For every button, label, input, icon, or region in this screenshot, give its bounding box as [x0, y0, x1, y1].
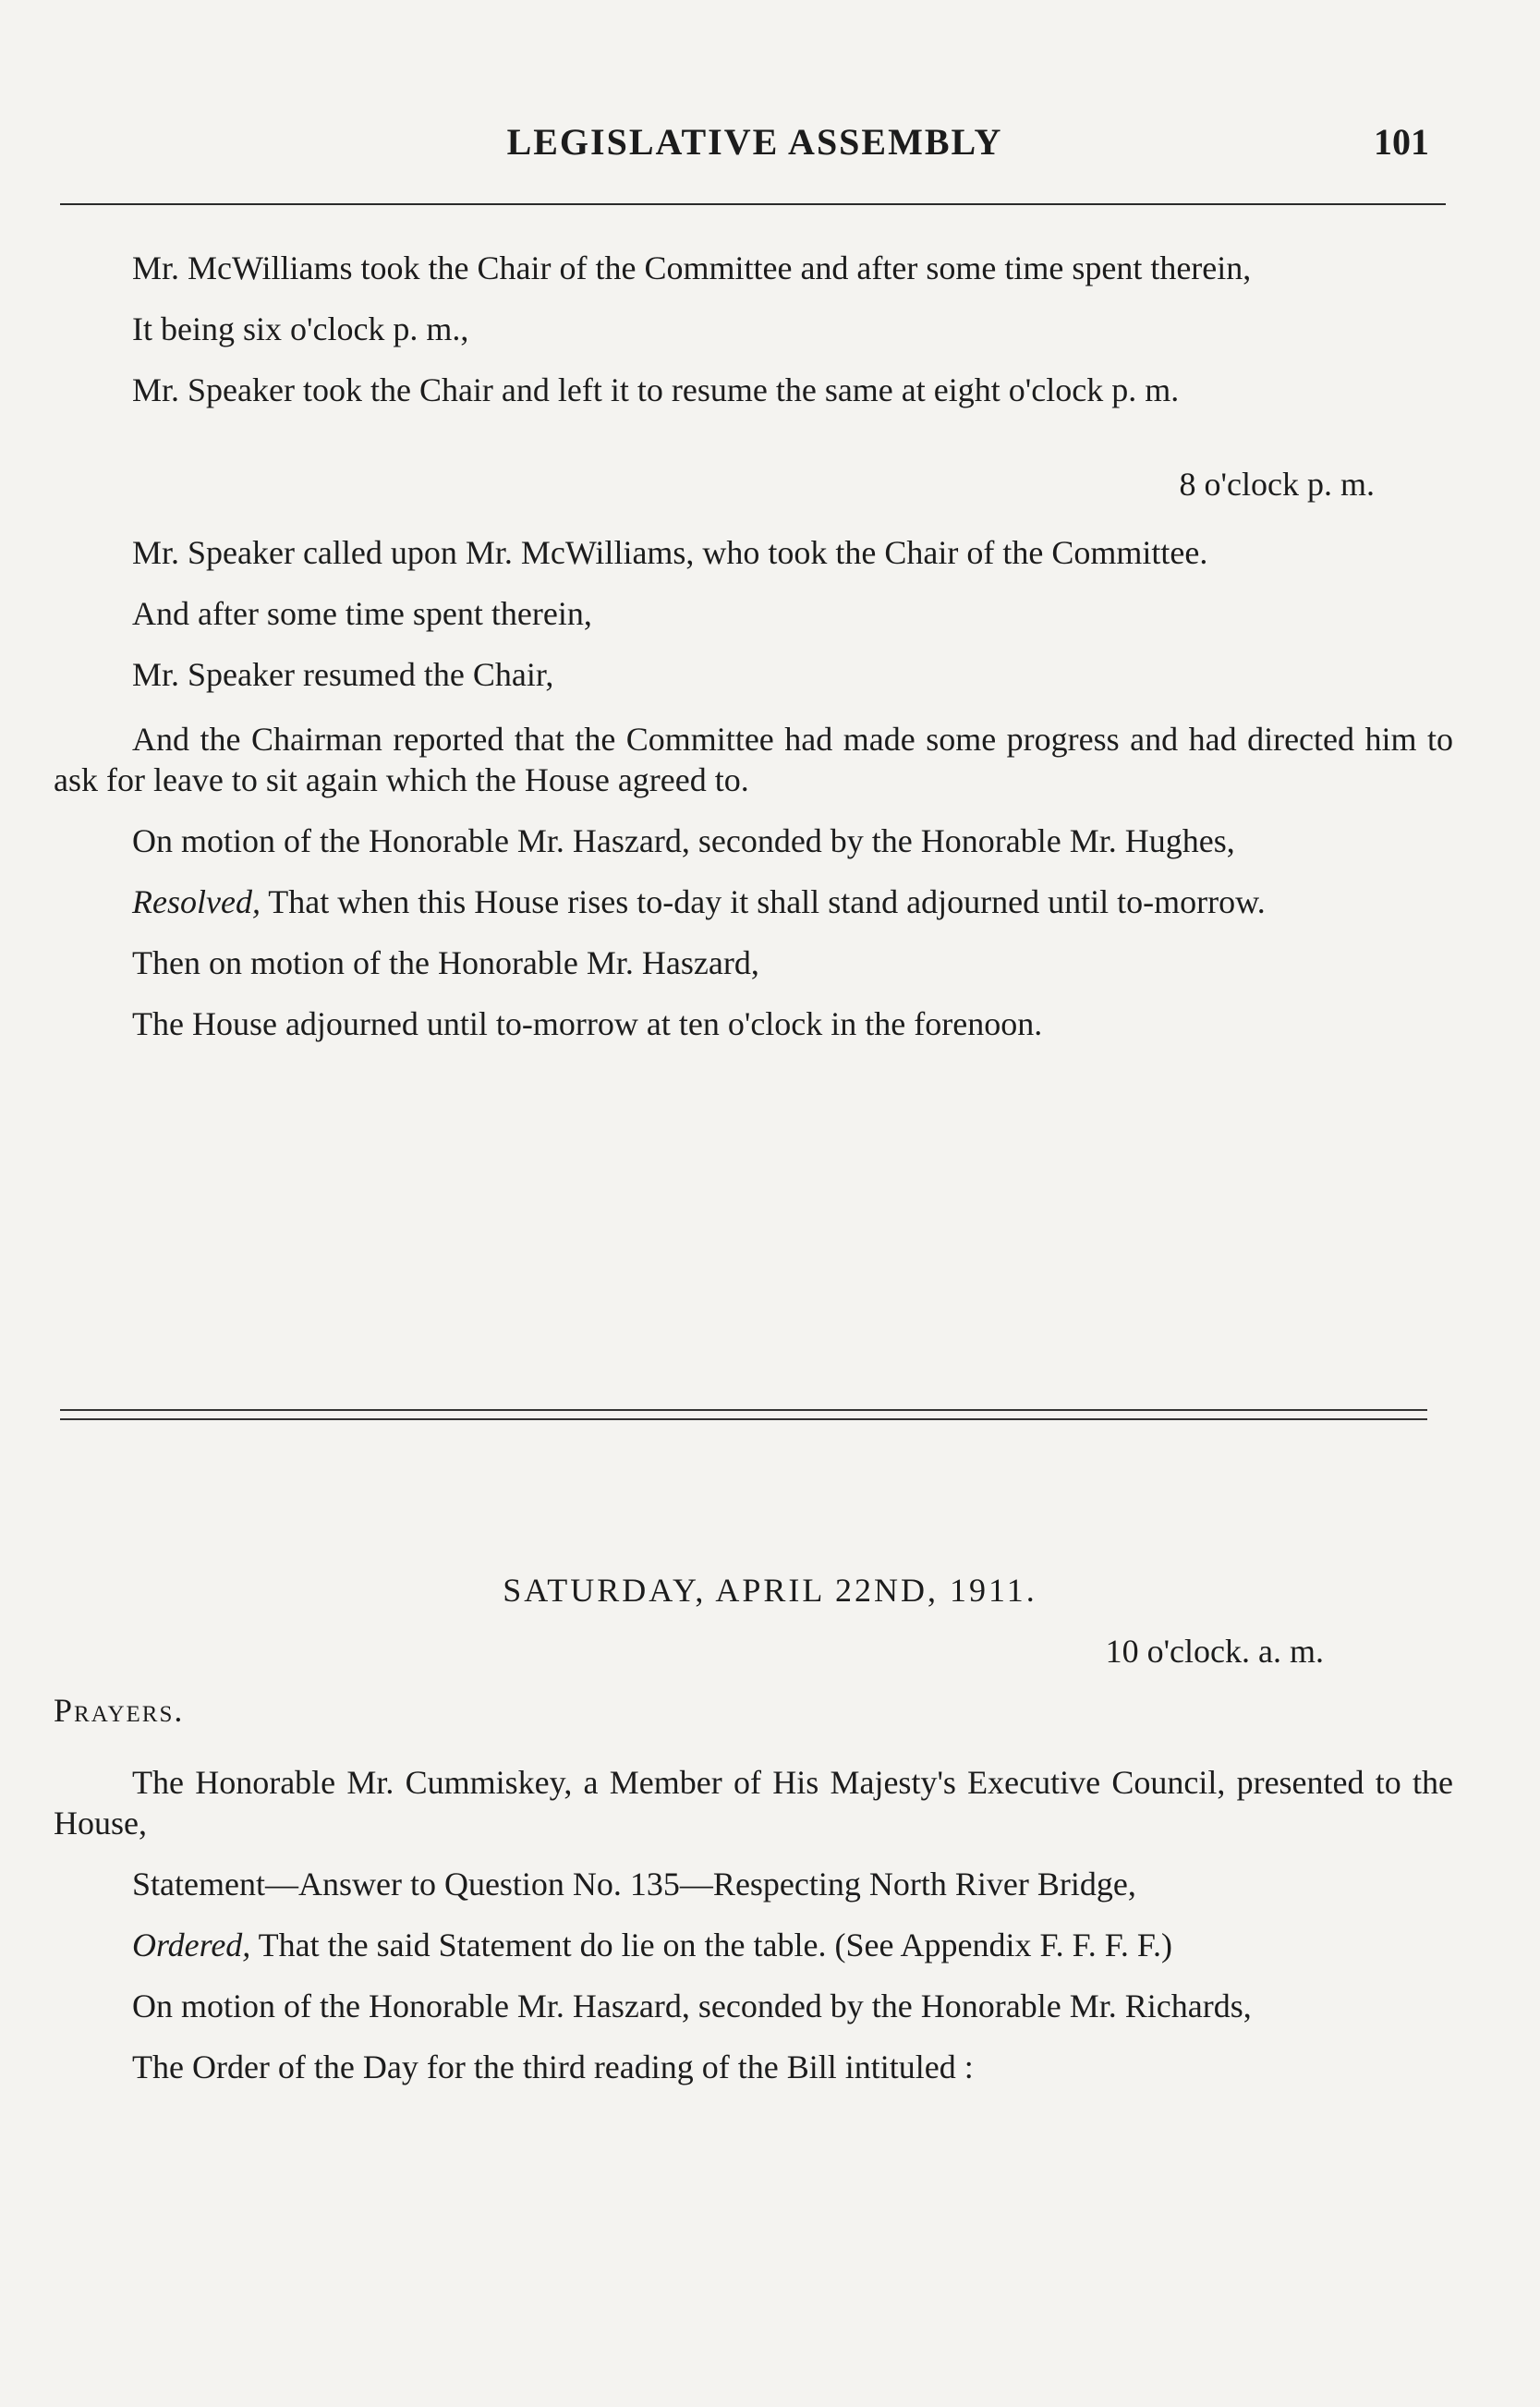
page-title: LEGISLATIVE ASSEMBLY — [506, 121, 1003, 163]
paragraph: The House adjourned until to-morrow at ten o'clock in the forenoon. — [132, 1005, 1043, 1042]
date-heading: SATURDAY, APRIL 22ND, 1911. — [503, 1572, 1037, 1609]
paragraph: Mr. Speaker called upon Mr. McWilliams, who took the Chair of the Committee. — [132, 534, 1208, 571]
time-stamp: 10 o'clock. a. m. — [1105, 1633, 1324, 1670]
paragraph: On motion of the Honorable Mr. Haszard, seconded by the Honorable Mr. Hughes, — [132, 822, 1235, 859]
paragraph: And the Chairman reported that the Committee had made some progress and had directed him to ask for leave to sit again which the House agreed to. — [54, 721, 1453, 798]
page-number: 101 — [1374, 121, 1429, 163]
order-paragraph — [54, 1925, 1453, 1965]
resolution-text: That when this House rises to-day it shall stand adjourned until to-morrow. — [260, 883, 1266, 920]
time-stamp: 8 o'clock p. m. — [1179, 466, 1375, 503]
resolved-label: Resolved, — [132, 883, 261, 920]
running-head — [57, 120, 1452, 176]
paragraph: Mr. McWilliams took the Chair of the Committee and after some time spent therein, — [132, 249, 1252, 286]
paragraph: The Order of the Day for the third reading of the Bill intituled : — [132, 2048, 974, 2085]
paragraph: And after some time spent therein, — [132, 595, 592, 632]
header-rule — [60, 203, 1446, 205]
paragraph: It being six o'clock p. m., — [132, 310, 469, 347]
section-1 — [54, 248, 1453, 1044]
prayers-heading: Prayers. — [54, 1692, 185, 1729]
paragraph: On motion of the Honorable Mr. Haszard, seconded by the Honorable Mr. Richards, — [132, 1988, 1252, 2024]
section-2 — [54, 1631, 1453, 2087]
paragraph: Then on motion of the Honorable Mr. Haszard, — [132, 944, 759, 981]
resolution-paragraph — [54, 881, 1453, 922]
paragraph: The Honorable Mr. Cummiskey, a Member of His Majesty's Executive Council, presented to the House, — [54, 1764, 1453, 1842]
paragraph: Mr. Speaker took the Chair and left it to resume the same at eight o'clock p. m. — [132, 371, 1180, 408]
paragraph: Statement—Answer to Question No. 135—Respecting North River Bridge, — [132, 1866, 1136, 1903]
paragraph: Mr. Speaker resumed the Chair, — [132, 656, 554, 693]
section-divider — [60, 1409, 1427, 1420]
order-text: That the said Statement do lie on the table. (See Appendix F. F. F. F.) — [250, 1927, 1172, 1963]
ordered-label: Ordered, — [132, 1927, 251, 1963]
